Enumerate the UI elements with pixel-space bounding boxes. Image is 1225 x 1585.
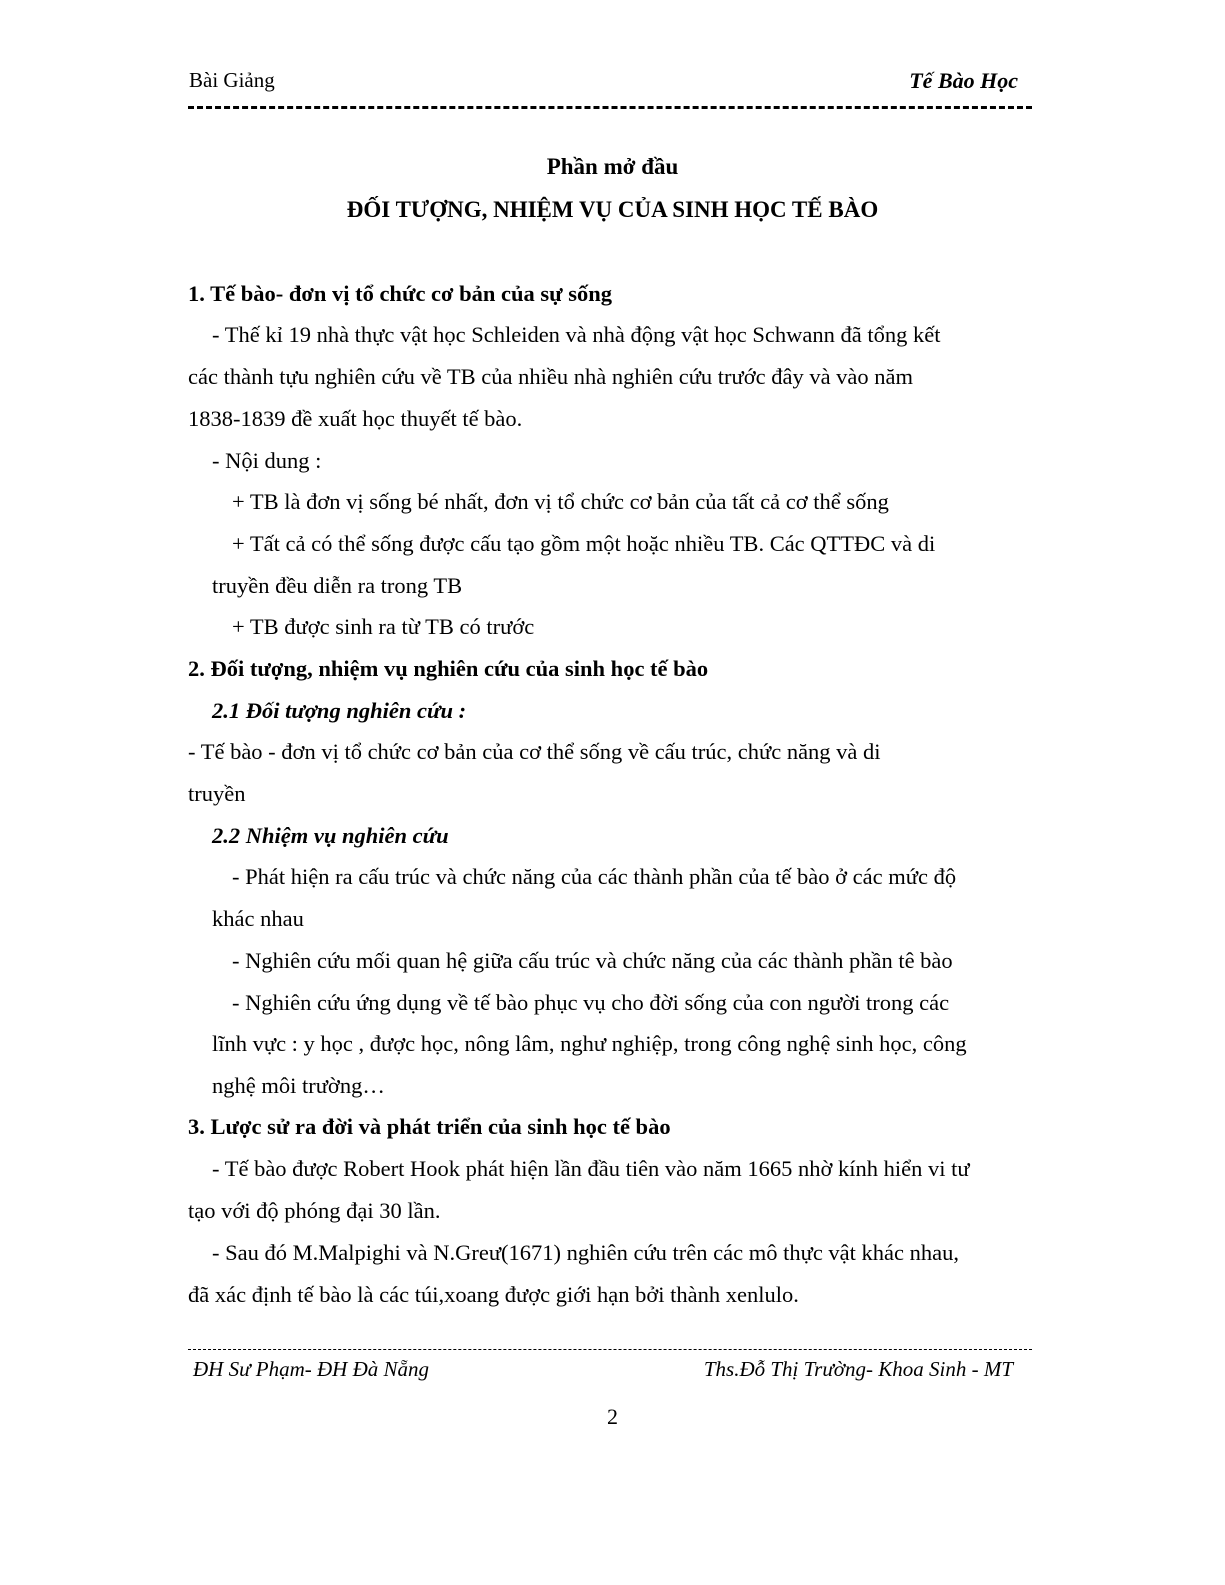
- section2-sub2-line: - Nghiên cứu mối quan hệ giữa cấu trúc và chức năng của các thành phần tê bào: [232, 948, 953, 973]
- page-number: 2: [607, 1404, 618, 1429]
- section2-sub2-line: - Phát hiện ra cấu trúc và chức năng của các thành phần của tế bào ở các mức độ: [232, 864, 957, 889]
- section3-line: tạo với độ phóng đại 30 lần.: [188, 1198, 441, 1223]
- section1-line: 1838-1839 đề xuất học thuyết tế bào.: [188, 406, 523, 431]
- section1-point: + TB là đơn vị sống bé nhất, đơn vị tổ chức cơ bản của tất cả cơ thể sống: [232, 489, 889, 514]
- section2-sub1-line: truyền: [188, 781, 246, 806]
- section1-point: + Tất cả có thể sống được cấu tạo gồm một hoặc nhiều TB. Các QTTĐC và di: [232, 531, 936, 556]
- section3-line: - Tế bào được Robert Hook phát hiện lần đầu tiên vào năm 1665 nhờ kính hiển vi tư: [212, 1156, 970, 1181]
- section2-sub1: 2.1 Đối tượng nghiên cứu :: [212, 698, 467, 723]
- section1-heading: 1. Tế bào- đơn vị tổ chức cơ bản của sự sống: [188, 281, 613, 306]
- section3-heading: 3. Lược sử ra đời và phát triển của sinh học tế bào: [188, 1114, 671, 1139]
- section2-sub2-line: lĩnh vực : y học , được học, nông lâm, nghư nghiệp, trong công nghệ sinh học, công: [212, 1031, 967, 1056]
- section2-sub2-line: khác nhau: [212, 906, 304, 931]
- section1-content-label: - Nội dung :: [212, 448, 322, 473]
- section1-line: - Thế kỉ 19 nhà thực vật học Schleiden và nhà động vật học Schwann đã tổng kết: [212, 322, 941, 347]
- footer-left: ĐH Sư Phạm- ĐH Đà Nẵng: [193, 1357, 430, 1381]
- header-right: Tế Bào Học: [909, 68, 1018, 93]
- section1-point: + TB được sinh ra từ TB có trước: [232, 614, 535, 639]
- page-subtitle: ĐỐI TƯỢNG, NHIỆM VỤ CỦA SINH HỌC TẾ BÀO: [346, 197, 879, 222]
- section2-heading: 2. Đối tượng, nhiệm vụ nghiên cứu của sinh học tế bào: [188, 656, 709, 681]
- section2-sub2-line: - Nghiên cứu ứng dụng về tế bào phục vụ cho đời sống của con người trong các: [232, 990, 950, 1015]
- page-title: Phần mở đầu: [546, 154, 679, 179]
- footer-right: Ths.Đỗ Thị Trường- Khoa Sinh - MT: [703, 1357, 1013, 1381]
- section1-point: truyền đều diễn ra trong TB: [212, 573, 463, 598]
- header-left: Bài Giảng: [189, 68, 275, 92]
- section3-line: đã xác định tế bào là các túi,xoang được giới hạn bởi thành xenlulo.: [188, 1282, 799, 1307]
- section2-sub1-line: - Tế bào - đơn vị tổ chức cơ bản của cơ thể sống về cấu trúc, chức năng và di: [188, 739, 881, 764]
- section1-line: các thành tựu nghiên cứu về TB của nhiều nhà nghiên cứu trước đây và vào năm: [188, 364, 914, 389]
- footer-rule: [188, 1349, 1032, 1350]
- section3-line: - Sau đó M.Malpighi và N.Greư(1671) nghiên cứu trên các mô thực vật khác nhau,: [212, 1240, 960, 1265]
- section2-sub2: 2.2 Nhiệm vụ nghiên cứu: [212, 823, 449, 848]
- header-rule: [188, 106, 1032, 109]
- section2-sub2-line: nghệ môi trường…: [212, 1073, 385, 1098]
